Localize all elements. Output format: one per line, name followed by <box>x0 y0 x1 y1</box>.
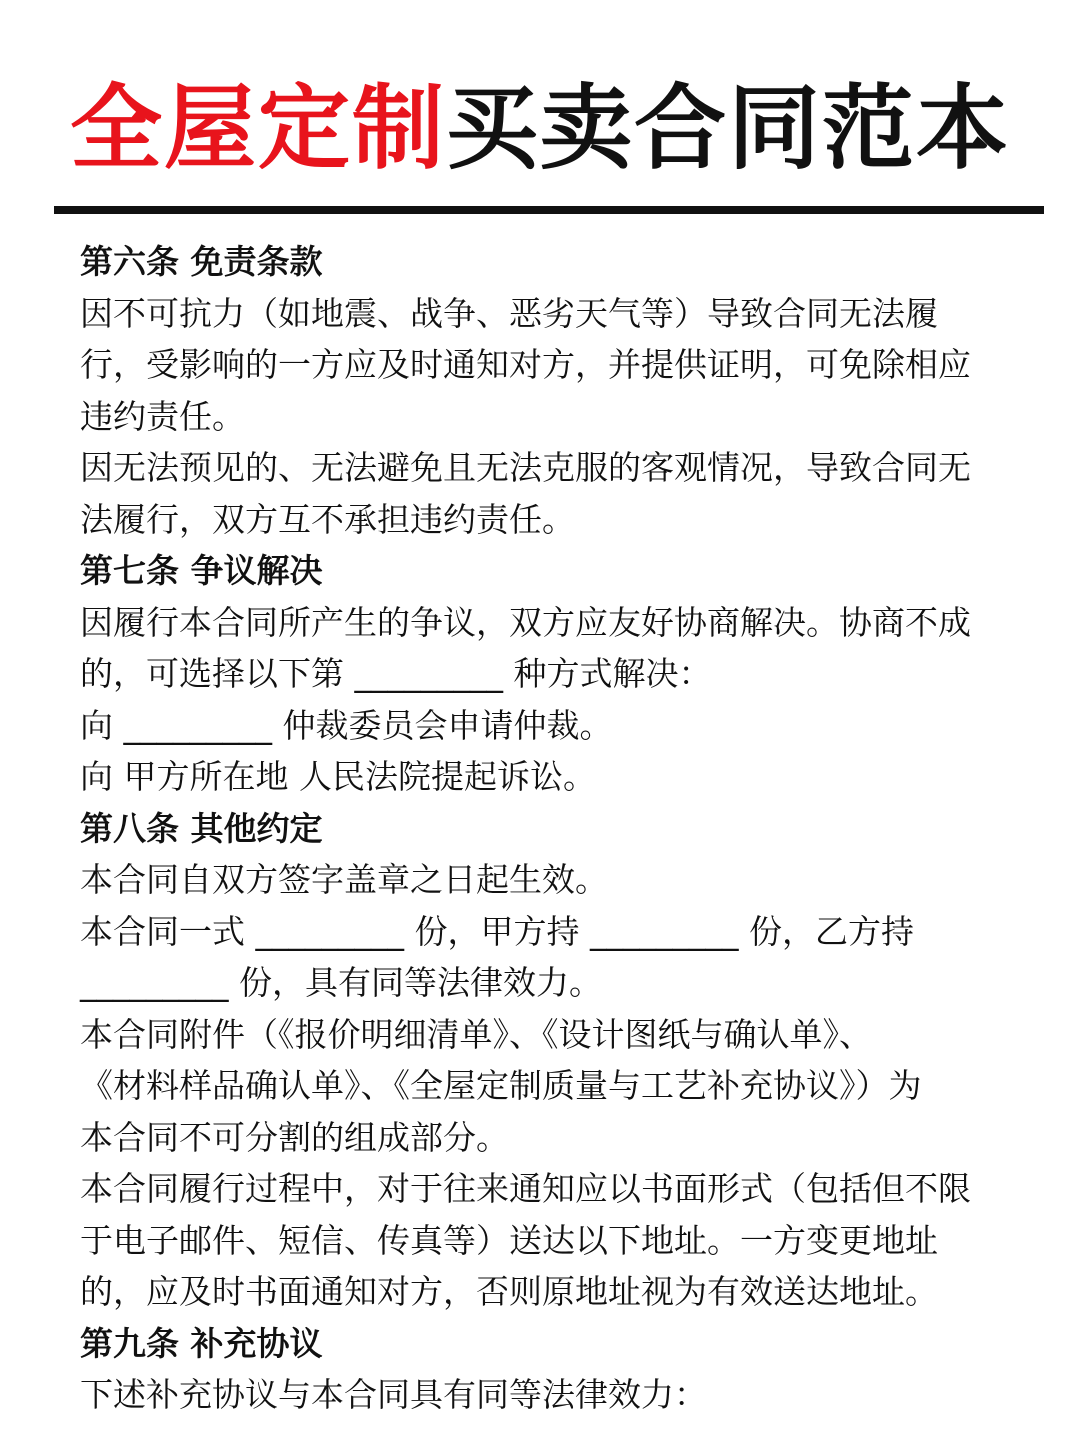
paragraph-line: 的，可选择以下第 _________ 种方式解决： <box>80 654 712 693</box>
page-title <box>0 74 1080 184</box>
paragraph-line: 本合同附件（《报价明细清单》、《设计图纸与确认单》、 <box>80 1014 872 1054</box>
paragraph-line: 《材料样品确认单》、《全屋定制质量与工艺补充协议》）为 <box>80 1066 922 1105</box>
paragraph-line: 的，应及时书面通知对方，否则原地址视为有效送达地址。 <box>80 1272 938 1311</box>
paragraph-line: 本合同一式 _________ 份，甲方持 _________ 份，乙方持 <box>80 911 914 951</box>
paragraph-line: 下述补充协议与本合同具有同等法律效力： <box>80 1375 707 1414</box>
paragraph-line: 本合同不可分割的组成部分。 <box>80 1117 509 1157</box>
paragraph-line: 因不可抗力（如地震、战争、恶劣天气等）导致合同无法履 <box>80 293 938 333</box>
section-heading: 第七条 争议解决 <box>80 551 323 590</box>
title-main: 买卖合同范本 <box>446 75 1011 182</box>
paragraph-line: 向 _________ 仲裁委员会申请仲裁。 <box>80 705 613 745</box>
section-heading: 第六条 免责条款 <box>80 242 323 281</box>
paragraph-line: 行，受影响的一方应及时通知对方，并提供证明，可免除相应 <box>80 345 971 384</box>
paragraph-line: 因无法预见的、无法避免且无法克服的客观情况，导致合同无 <box>80 448 971 487</box>
title-divider <box>54 206 1044 214</box>
title-highlight: 全屋定制 <box>69 75 446 182</box>
section-heading: 第八条 其他约定 <box>80 808 323 848</box>
paragraph-line: 法履行，双方互不承担违约责任。 <box>80 499 575 539</box>
section-heading: 第九条 补充协议 <box>80 1323 323 1363</box>
paragraph-line: _________ 份，具有同等法律效力。 <box>80 963 602 1002</box>
paragraph-line: 于电子邮件、短信、传真等）送达以下地址。一方变更地址 <box>80 1220 938 1260</box>
paragraph-line: 本合同自双方签字盖章之日起生效。 <box>80 860 608 899</box>
paragraph-line: 违约责任。 <box>80 396 245 436</box>
paragraph-line: 本合同履行过程中，对于往来通知应以书面形式（包括但不限 <box>80 1169 971 1208</box>
paragraph-line: 因履行本合同所产生的争议，双方应友好协商解决。协商不成 <box>80 602 971 642</box>
paragraph-line: 向 甲方所在地 人民法院提起诉讼。 <box>80 757 596 796</box>
contract-body <box>80 236 1010 1421</box>
